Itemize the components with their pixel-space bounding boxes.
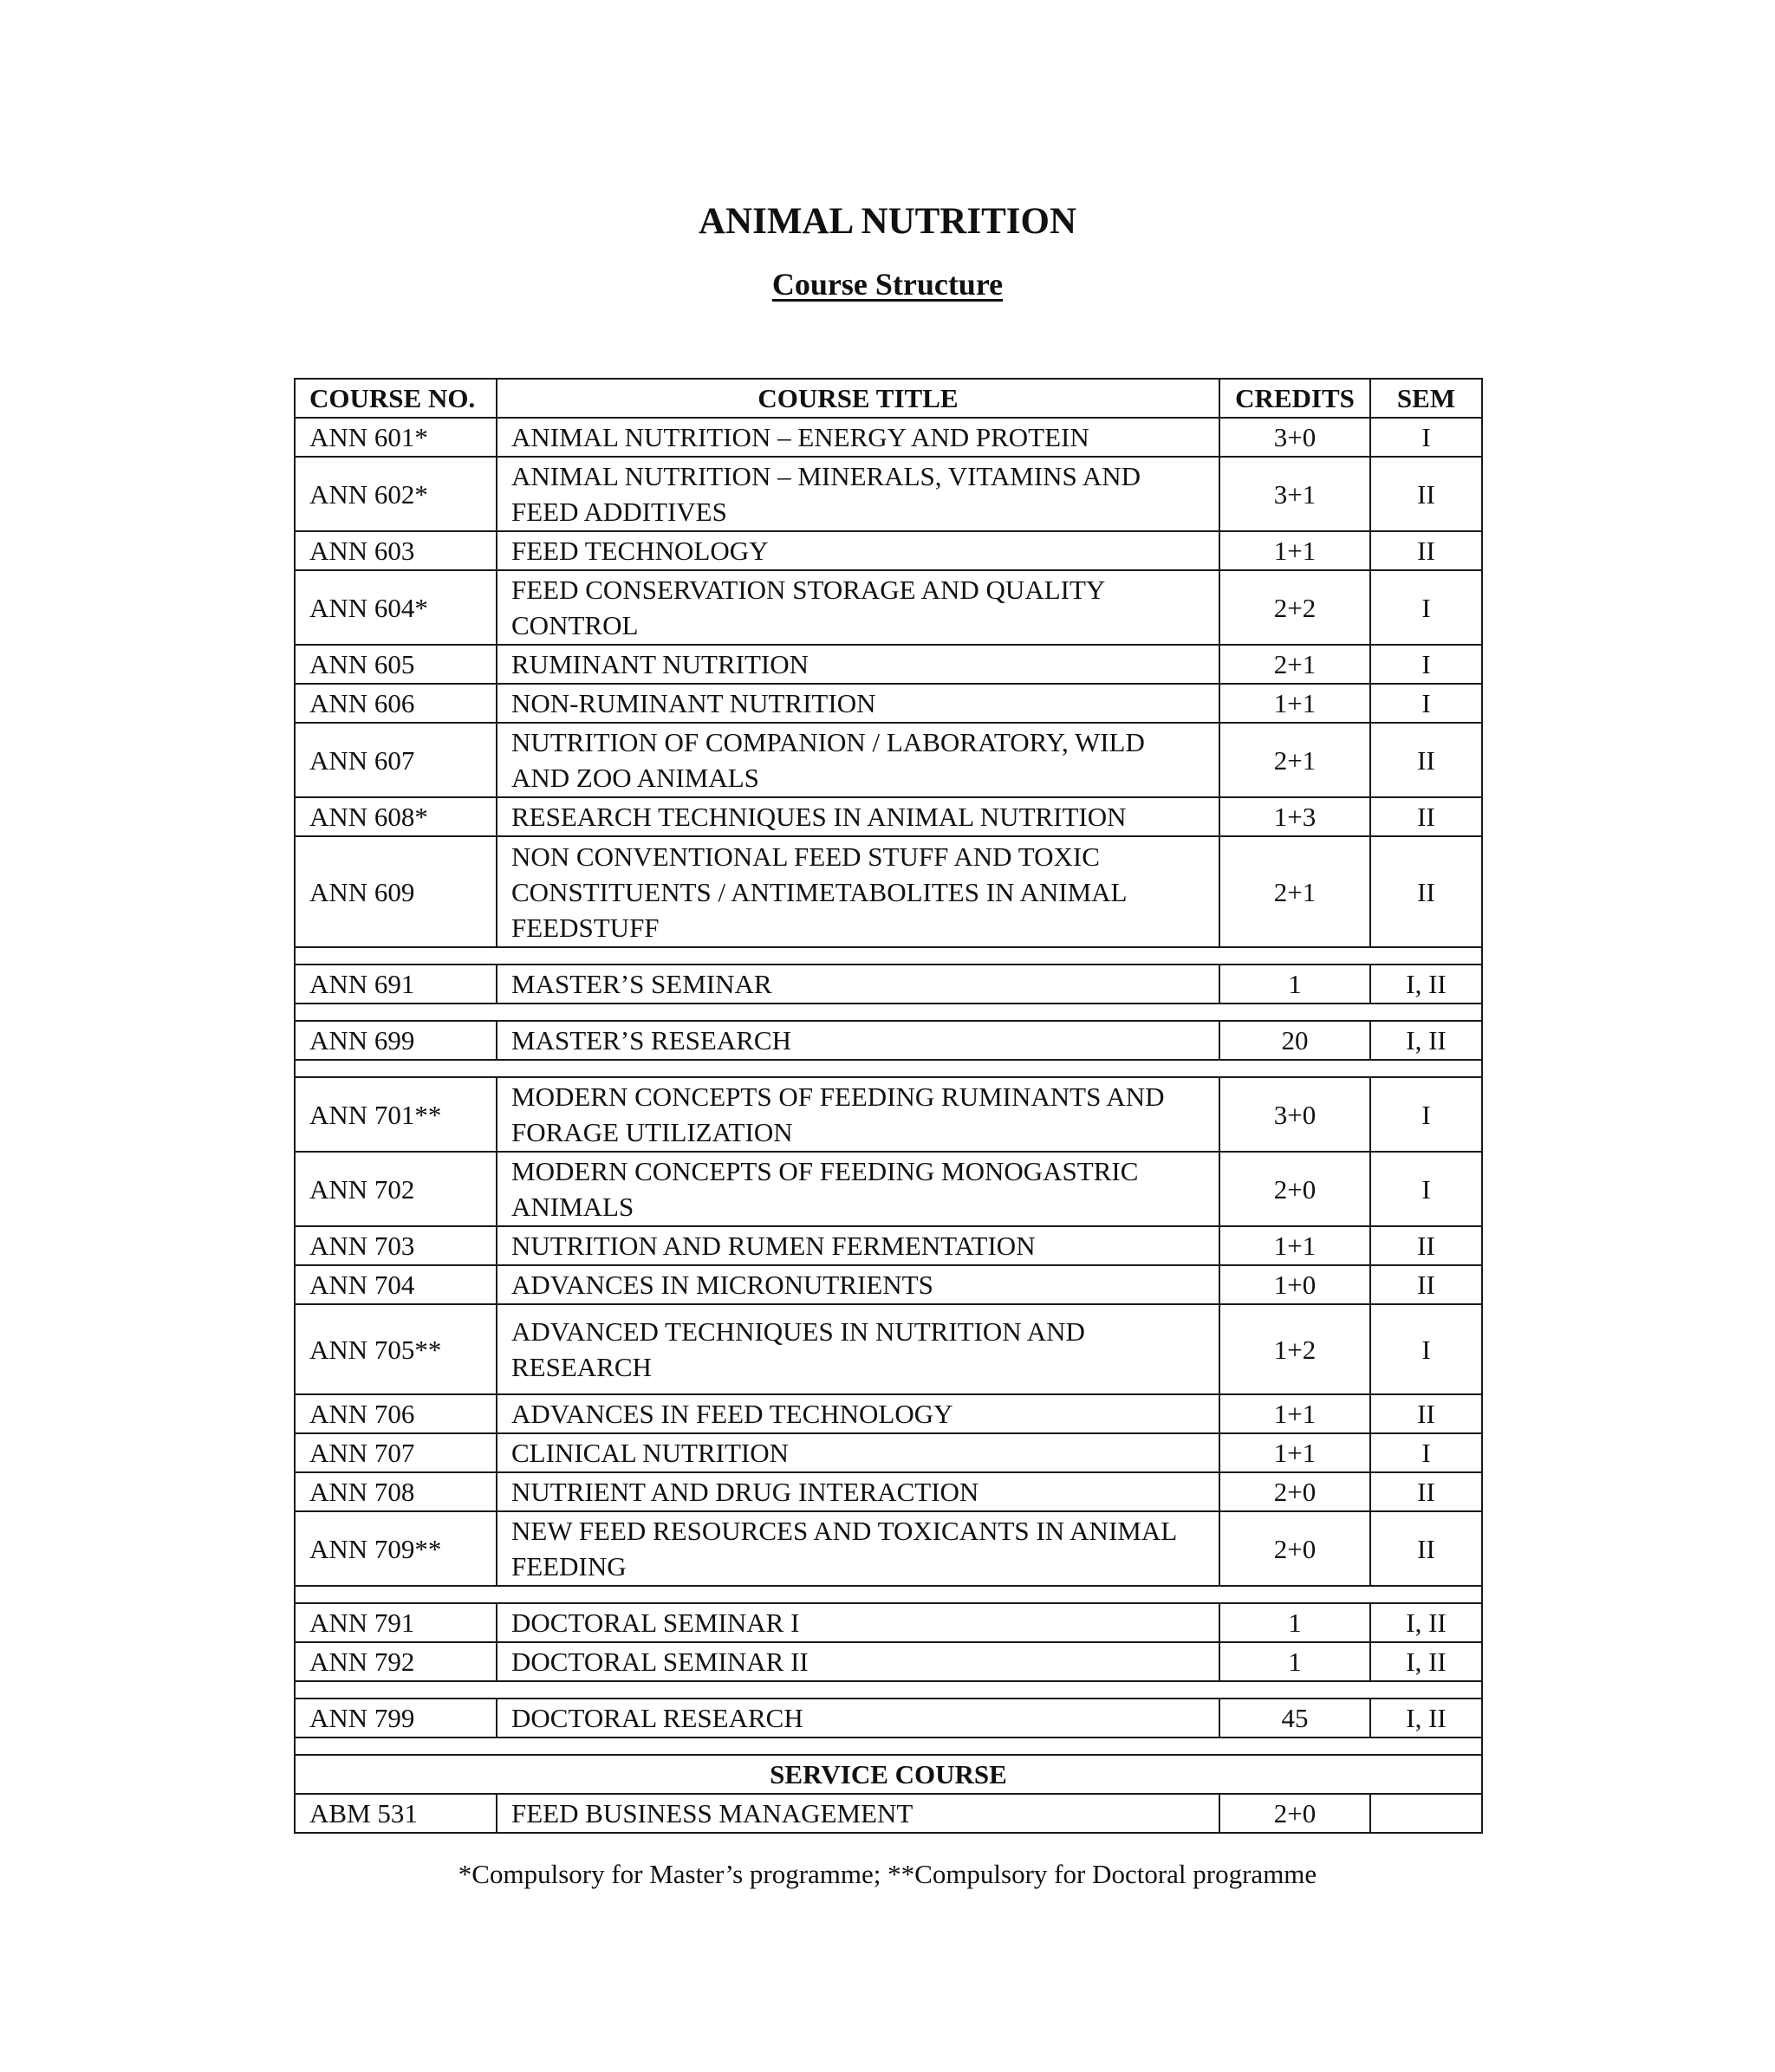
- course-credits: 2+0: [1219, 1472, 1370, 1511]
- course-sem: II: [1370, 1511, 1482, 1586]
- footnote: *Compulsory for Master’s programme; **Compulsory for Doctoral programme: [458, 1859, 1317, 1889]
- spacer-cell: [295, 1681, 1482, 1699]
- course-credits: 1+1: [1219, 531, 1370, 570]
- course-title: MASTER’S SEMINAR: [497, 965, 1219, 1004]
- spacer-cell: [295, 947, 1482, 965]
- course-sem: I, II: [1370, 1642, 1482, 1681]
- course-title: DOCTORAL SEMINAR II: [497, 1642, 1219, 1681]
- course-title: ADVANCES IN MICRONUTRIENTS: [497, 1265, 1219, 1304]
- service-course-heading: SERVICE COURSE: [295, 1755, 1482, 1794]
- course-sem: I: [1370, 645, 1482, 684]
- course-credits: 1+3: [1219, 797, 1370, 836]
- course-credits: 20: [1219, 1021, 1370, 1060]
- table-row: [295, 1603, 1482, 1642]
- course-credits: 2+0: [1219, 1794, 1370, 1833]
- spacer-row: [295, 947, 1482, 965]
- course-title: MASTER’S RESEARCH: [497, 1021, 1219, 1060]
- course-credits: 2+0: [1219, 1511, 1370, 1586]
- spacer-cell: [295, 1737, 1482, 1755]
- course-no: ANN 601*: [295, 418, 497, 457]
- course-title: RESEARCH TECHNIQUES IN ANIMAL NUTRITION: [497, 797, 1219, 836]
- course-credits: 2+2: [1219, 570, 1370, 645]
- course-title: DOCTORAL SEMINAR I: [497, 1603, 1219, 1642]
- course-no: ANN 791: [295, 1603, 497, 1642]
- course-sem: II: [1370, 531, 1482, 570]
- spacer-row: [295, 1681, 1482, 1699]
- course-sem: I: [1370, 1152, 1482, 1226]
- course-no: ANN 691: [295, 965, 497, 1004]
- course-credits: 1: [1219, 1642, 1370, 1681]
- course-title: NON CONVENTIONAL FEED STUFF AND TOXIC CONSTITUENTS / ANTIMETABOLITES IN ANIMAL FEEDSTUFF: [497, 836, 1219, 947]
- course-structure-table: [294, 378, 1483, 1834]
- course-title: NEW FEED RESOURCES AND TOXICANTS IN ANIMAL FEEDING: [497, 1511, 1219, 1586]
- course-credits: 1+1: [1219, 1433, 1370, 1472]
- course-title: ADVANCED TECHNIQUES IN NUTRITION AND RESEARCH: [497, 1304, 1219, 1394]
- table-row: [295, 1472, 1482, 1511]
- course-title: CLINICAL NUTRITION: [497, 1433, 1219, 1472]
- course-no: ANN 708: [295, 1472, 497, 1511]
- table-row: [295, 570, 1482, 645]
- service-course-heading-row: [295, 1755, 1482, 1794]
- course-credits: 45: [1219, 1699, 1370, 1737]
- course-credits: 1+1: [1219, 1226, 1370, 1265]
- course-no: ANN 702: [295, 1152, 497, 1226]
- course-credits: 3+1: [1219, 457, 1370, 531]
- table-row: [295, 1511, 1482, 1586]
- course-no: ANN 705**: [295, 1304, 497, 1394]
- course-credits: 1+1: [1219, 684, 1370, 723]
- table-row: [295, 723, 1482, 797]
- course-sem: I, II: [1370, 965, 1482, 1004]
- course-title: NON-RUMINANT NUTRITION: [497, 684, 1219, 723]
- course-credits: 1: [1219, 965, 1370, 1004]
- course-title: MODERN CONCEPTS OF FEEDING MONOGASTRIC ANIMALS: [497, 1152, 1219, 1226]
- course-sem: I: [1370, 1433, 1482, 1472]
- table-row: [295, 1152, 1482, 1226]
- table-row: [295, 1226, 1482, 1265]
- course-no: ANN 709**: [295, 1511, 497, 1586]
- course-no: ANN 609: [295, 836, 497, 947]
- course-sem: II: [1370, 1472, 1482, 1511]
- course-sem: I: [1370, 1304, 1482, 1394]
- course-title: NUTRIENT AND DRUG INTERACTION: [497, 1472, 1219, 1511]
- table-row: [295, 1021, 1482, 1060]
- course-no: ANN 799: [295, 1699, 497, 1737]
- spacer-row: [295, 1004, 1482, 1021]
- table-row: [295, 1642, 1482, 1681]
- course-credits: 2+1: [1219, 723, 1370, 797]
- course-sem: II: [1370, 457, 1482, 531]
- course-no: ANN 704: [295, 1265, 497, 1304]
- course-sem: II: [1370, 1394, 1482, 1433]
- table-row: [295, 457, 1482, 531]
- course-credits: 2+1: [1219, 836, 1370, 947]
- course-no: ANN 701**: [295, 1077, 497, 1152]
- course-title: FEED TECHNOLOGY: [497, 531, 1219, 570]
- course-credits: 2+1: [1219, 645, 1370, 684]
- course-sem: I: [1370, 570, 1482, 645]
- table-row: [295, 531, 1482, 570]
- page-subtitle: [0, 265, 1775, 303]
- header-course-title: COURSE TITLE: [497, 379, 1219, 418]
- course-no: ABM 531: [295, 1794, 497, 1833]
- course-no: ANN 706: [295, 1394, 497, 1433]
- header-course-no: COURSE NO.: [295, 379, 497, 418]
- course-sem: I, II: [1370, 1603, 1482, 1642]
- course-title: MODERN CONCEPTS OF FEEDING RUMINANTS AND FORAGE UTILIZATION: [497, 1077, 1219, 1152]
- course-sem: II: [1370, 836, 1482, 947]
- course-no: ANN 699: [295, 1021, 497, 1060]
- course-no: ANN 606: [295, 684, 497, 723]
- course-title: DOCTORAL RESEARCH: [497, 1699, 1219, 1737]
- course-no: ANN 603: [295, 531, 497, 570]
- course-no: ANN 607: [295, 723, 497, 797]
- table-row: [295, 836, 1482, 947]
- course-sem: II: [1370, 797, 1482, 836]
- course-credits: 3+0: [1219, 1077, 1370, 1152]
- table-row: [295, 1433, 1482, 1472]
- table-row: [295, 684, 1482, 723]
- course-no: ANN 703: [295, 1226, 497, 1265]
- table-row: [295, 1265, 1482, 1304]
- header-sem: SEM: [1370, 379, 1482, 418]
- course-sem: I: [1370, 684, 1482, 723]
- course-title: ANIMAL NUTRITION – MINERALS, VITAMINS AND FEED ADDITIVES: [497, 457, 1219, 531]
- course-credits: 1: [1219, 1603, 1370, 1642]
- course-title: FEED BUSINESS MANAGEMENT: [497, 1794, 1219, 1833]
- course-credits: 1+1: [1219, 1394, 1370, 1433]
- course-credits: 3+0: [1219, 418, 1370, 457]
- table-row: [295, 797, 1482, 836]
- table-row: [295, 1304, 1482, 1394]
- table-row: [295, 965, 1482, 1004]
- course-sem: II: [1370, 1226, 1482, 1265]
- header-credits: CREDITS: [1219, 379, 1370, 418]
- course-no: ANN 792: [295, 1642, 497, 1681]
- table-row: [295, 1077, 1482, 1152]
- course-sem: I, II: [1370, 1021, 1482, 1060]
- course-no: ANN 604*: [295, 570, 497, 645]
- spacer-cell: [295, 1586, 1482, 1603]
- course-sem: II: [1370, 723, 1482, 797]
- course-title: FEED CONSERVATION STORAGE AND QUALITY CONTROL: [497, 570, 1219, 645]
- table-header-row: [295, 379, 1482, 418]
- spacer-row: [295, 1737, 1482, 1755]
- table-row: [295, 1794, 1482, 1833]
- course-title: NUTRITION AND RUMEN FERMENTATION: [497, 1226, 1219, 1265]
- course-no: ANN 605: [295, 645, 497, 684]
- course-no: ANN 707: [295, 1433, 497, 1472]
- course-no: ANN 608*: [295, 797, 497, 836]
- course-credits: 1+0: [1219, 1265, 1370, 1304]
- spacer-row: [295, 1060, 1482, 1077]
- course-sem: I: [1370, 418, 1482, 457]
- spacer-cell: [295, 1060, 1482, 1077]
- table-row: [295, 645, 1482, 684]
- course-sem: I, II: [1370, 1699, 1482, 1737]
- course-title: RUMINANT NUTRITION: [497, 645, 1219, 684]
- subtitle-text: Course Structure: [771, 267, 1004, 302]
- course-sem: I: [1370, 1077, 1482, 1152]
- table-row: [295, 1394, 1482, 1433]
- page-title: ANIMAL NUTRITION: [698, 201, 1077, 242]
- course-sem: II: [1370, 1265, 1482, 1304]
- course-title: NUTRITION OF COMPANION / LABORATORY, WILD AND ZOO ANIMALS: [497, 723, 1219, 797]
- course-title: ADVANCES IN FEED TECHNOLOGY: [497, 1394, 1219, 1433]
- course-credits: 1+2: [1219, 1304, 1370, 1394]
- table-row: [295, 1699, 1482, 1737]
- spacer-row: [295, 1586, 1482, 1603]
- spacer-cell: [295, 1004, 1482, 1021]
- table-row: [295, 418, 1482, 457]
- course-credits: 2+0: [1219, 1152, 1370, 1226]
- course-title: ANIMAL NUTRITION – ENERGY AND PROTEIN: [497, 418, 1219, 457]
- course-sem: [1370, 1794, 1482, 1833]
- course-no: ANN 602*: [295, 457, 497, 531]
